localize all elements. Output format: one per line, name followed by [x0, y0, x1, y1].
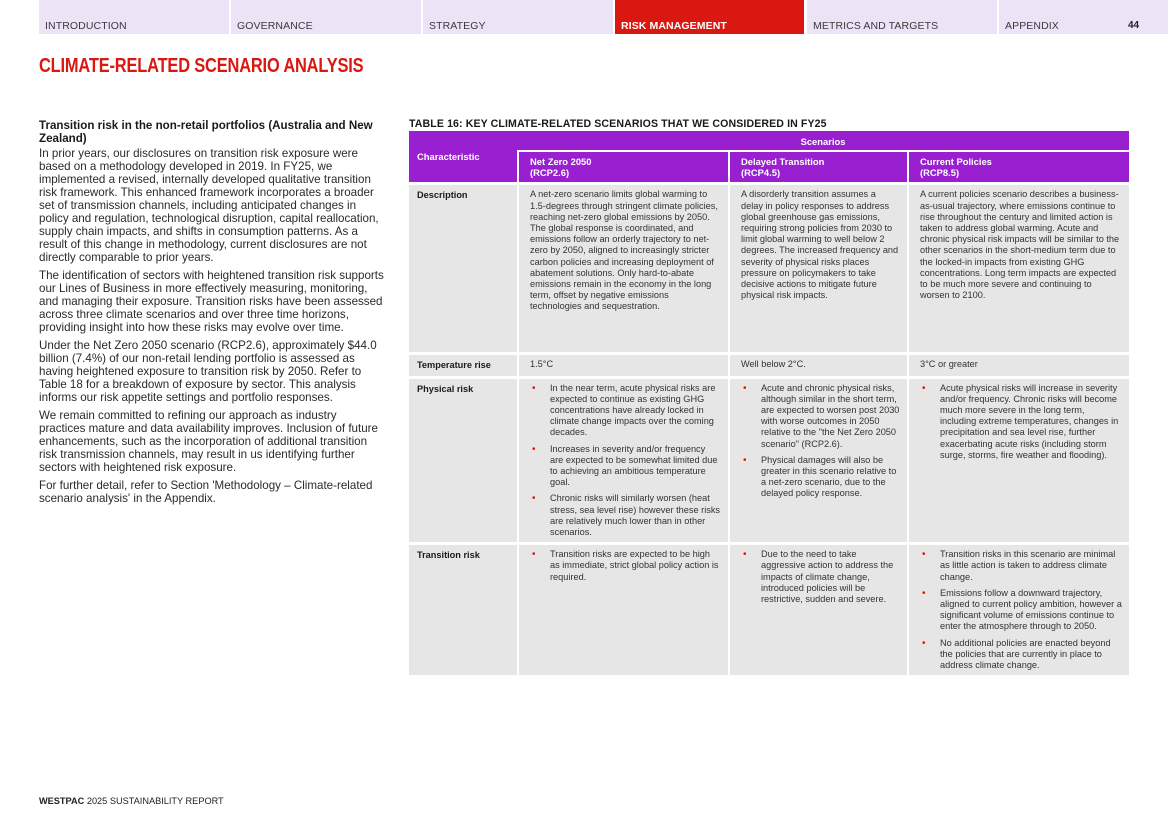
- table-cell: [907, 379, 1129, 546]
- bullet-item: • Transition risks in this scenario are minimal as little action is taken to address climate change.: [920, 549, 1122, 583]
- bullet-item: • Acute and chronic physical risks, although similar in the short term, are expected to worsen post 2030 with worse outcomes in 2050 relative to the "the Net Zero 2050 scenario" (RCP2.6).: [741, 383, 900, 450]
- header-net-zero-2050: Net Zero 2050 (RCP2.6): [517, 152, 728, 185]
- page-title: CLIMATE-RELATED SCENARIO ANALYSIS: [39, 55, 364, 77]
- table-row: [409, 185, 1129, 355]
- scenarios-table: [409, 131, 1129, 675]
- header-characteristic: Characteristic: [409, 131, 517, 185]
- table-row: [409, 545, 1129, 675]
- header-delayed-transition: Delayed Transition (RCP4.5): [728, 152, 907, 185]
- header-current-policies: Current Policies (RCP8.5): [907, 152, 1129, 185]
- body-paragraph: We remain committed to refining our approach as industry practices mature and data availability improves. Inclusion of future enhancements, such as the incorporation of additional transition risk transmission channels, may result in us identifying further sectors with heightened risk exposure.: [39, 409, 378, 474]
- table-cell: A disorderly transition assumes a delay in policy responses to address global greenhouse gas emissions, requiring strong policies from 2030 to limit global warming to well below 2 degrees. The increased frequency and severity of physical risks places pressure on policymakers to take decisive actions to mitigate future physical risk impacts.: [728, 185, 907, 355]
- bullet-item: • Increases in severity and/or frequency are expected to be somewhat limited due to achieving an ambitious temperature goal.: [530, 444, 721, 489]
- footer-brand: WESTPAC: [39, 796, 85, 806]
- table-row: [409, 379, 1129, 546]
- nav-tab-appendix[interactable]: APPENDIX: [999, 0, 1168, 34]
- nav-tab-introduction[interactable]: INTRODUCTION: [39, 0, 229, 34]
- body-paragraph: Under the Net Zero 2050 scenario (RCP2.6), approximately $44.0 billion (7.4%) of our non-retail lending portfolio is assessed as having heightened exposure to transition risk by 2050. Refer to Table 18 for a breakdown of exposure by sector. This analysis informs our risk appetite settings and portfolio responses.: [39, 339, 377, 404]
- nav-tab-governance[interactable]: GOVERNANCE: [231, 0, 421, 34]
- table-cell: A net-zero scenario limits global warming to 1.5-degrees through stringent climate policies, reaching net-zero global emissions by 2050. The global response is coordinated, and emissions follow an orderly trajectory to net-zero by 2050, aligned to increasingly stricter carbon policies and increasing deployment of abatement solutions. Only hard-to-abate emissions remain in the economy in the long term, offset by negative emissions technologies and sequestration.: [517, 185, 728, 355]
- bullet-item: • Transition risks are expected to be high as immediate, strict global policy action is required.: [530, 549, 721, 583]
- table-cell: [728, 379, 907, 546]
- table-cell: A current policies scenario describes a business-as-usual trajectory, where emissions continue to rise throughout the century and limited action is taken to address global warming. Acute and chronic physical risk impacts will be similar to the other scenarios in the short-medium term due to the locked-in impacts from existing GHG concentrations. Long term impacts are expected to be much more severe and continuing to worsen to 2100.: [907, 185, 1129, 355]
- bullet-item: • Acute physical risks will increase in severity and/or frequency. Chronic risks will become much more severe in the long term, including extreme temperatures, changes in precipitation and sea level rise, further exacerbating acute risks (including storm surge, storms, fire weather and flooding).: [920, 383, 1122, 461]
- bullet-item: • Emissions follow a downward trajectory, aligned to current policy ambition, however a significant volume of emissions continue to enter the atmosphere through to 2050.: [920, 588, 1122, 633]
- table-cell: [907, 545, 1129, 675]
- table-cell: [728, 545, 907, 675]
- body-paragraph: The identification of sectors with heightened transition risk supports our Lines of Business in more effectively measuring, monitoring, and managing their exposure. Transition risks have been assessed across three climate scenarios and over three time horizons, providing insight into how these risks may evolve over time.: [39, 269, 384, 334]
- table-cell: Well below 2°C.: [728, 355, 907, 378]
- table-cell: 1.5°C: [517, 355, 728, 378]
- body-paragraph: For further detail, refer to Section 'Methodology – Climate-related scenario analysis' in the Appendix.: [39, 479, 373, 505]
- table-cell: [517, 545, 728, 675]
- table-cell: [517, 379, 728, 546]
- header-scenarios: Scenarios: [517, 131, 1129, 152]
- footer: [39, 796, 224, 806]
- nav-tab-metrics-and-targets[interactable]: METRICS AND TARGETS: [807, 0, 997, 34]
- bullet-item: • No additional policies are enacted beyond the policies that are currently in place to address climate change.: [920, 638, 1122, 672]
- page-number: 44: [1128, 20, 1140, 31]
- footer-text: 2025 SUSTAINABILITY REPORT: [86, 796, 224, 806]
- bullet-item: • In the near term, acute physical risks are expected to continue as existing GHG concentrations have already locked in climate change impacts over the coming decades.: [530, 383, 721, 439]
- table-title: TABLE 16: KEY CLIMATE-RELATED SCENARIOS THAT WE CONSIDERED IN FY25: [409, 118, 827, 130]
- table-row: [409, 355, 1129, 378]
- row-label-description: Description: [409, 185, 517, 355]
- table-cell: 3°C or greater: [907, 355, 1129, 378]
- bullet-item: • Chronic risks will similarly worsen (heat stress, sea level rise) however these risks are relatively much lower than in other scenarios.: [530, 493, 721, 538]
- row-label-temperature-rise: Temperature rise: [409, 355, 517, 378]
- row-label-transition-risk: Transition risk: [409, 545, 517, 675]
- row-label-physical-risk: Physical risk: [409, 379, 517, 546]
- top-nav: [39, 0, 1168, 34]
- bullet-item: • Physical damages will also be greater in this scenario relative to a net-zero scenario, due to the delayed policy response.: [741, 455, 900, 500]
- body-paragraph: In prior years, our disclosures on transition risk exposure were based on a methodology developed in 2019. In FY25, we implemented a revised, internally developed qualitative transition risk framework. This enhanced framework incorporates a broader set of transmission channels, including anticipated changes in policy and regulation, technological disruption, capital reallocation, supply chain impacts, and shifts in consumption patterns. As a result of this change in methodology, current disclosures are not directly comparable to prior years.: [39, 147, 379, 264]
- left-column: [39, 119, 384, 510]
- nav-tab-strategy[interactable]: STRATEGY: [423, 0, 613, 34]
- bullet-item: • Due to the need to take aggressive action to address the impacts of climate change, introduced policies will be restrictive, sudden and severe.: [741, 549, 900, 605]
- section-heading: Transition risk in the non-retail portfolios (Australia and New Zealand): [39, 119, 373, 145]
- nav-tab-risk-management[interactable]: RISK MANAGEMENT: [615, 0, 804, 34]
